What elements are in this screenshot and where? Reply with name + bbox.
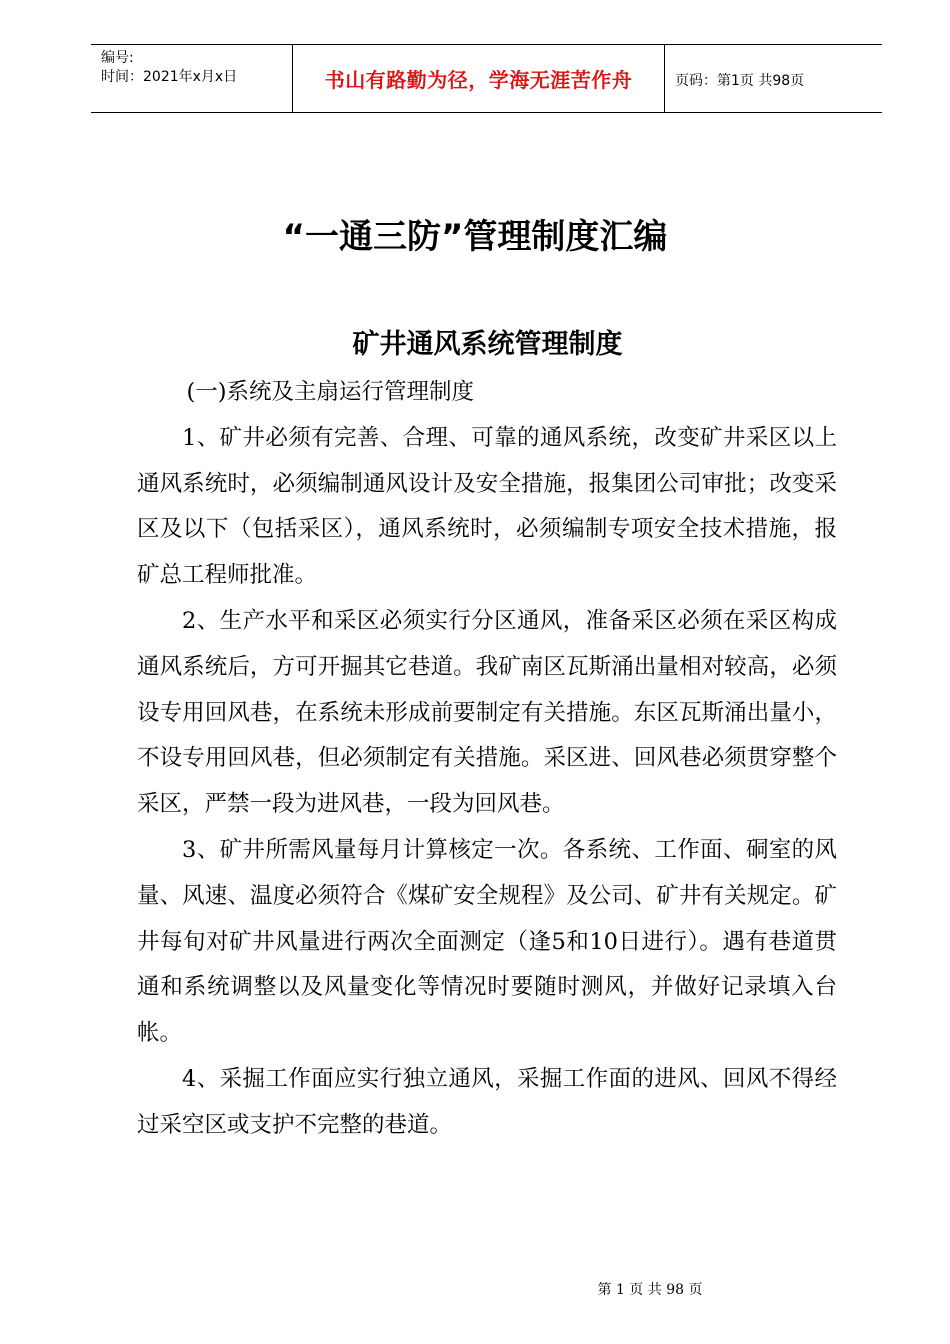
document-subtitle: 矿井通风系统管理制度 (352, 329, 623, 360)
header-motto: 书山有路勤为径，学海无涯苦作舟 (324, 68, 633, 92)
document-time: 时间：2021年x月x日 (101, 69, 238, 85)
paragraph: 1、矿井必须有完善、合理、可靠的通风系统，改变矿井采区以上通风系统时，必须编制通风设计及安全措施，报集团公司审批；改变采区及以下（包括采区），通风系统时，必须编制专项安全技术措施，报矿总工程师批准。 (137, 424, 837, 589)
paragraph: 3、矿井所需风量每月计算核定一次。各系统、工作面、硐室的风量、风速、温度必须符合《煤矿安全规程》及公司、矿井有关规定。矿井每旬对矿井风量进行两次全面测定（逢5和10日进行）。遇有巷道贯通和系统调整以及风量变化等情况时要随时测风，并做好记录填入台帐。 (137, 836, 837, 1047)
page-header (91, 44, 882, 113)
document-title: “一通三防”管理制度汇编 (282, 217, 668, 257)
paragraph: 2、生产水平和采区必须实行分区通风，准备采区必须在采区构成通风系统后，方可开掘其它巷道。我矿南区瓦斯涌出量相对较高，必须设专用回风巷，在系统未形成前要制定有关措施。东区瓦斯涌出量小，不设专用回风巷，但必须制定有关措施。采区进、回风巷必须贯穿整个采区，严禁一段为进风巷，一段为回风巷。 (137, 607, 837, 818)
header-meta (101, 49, 237, 87)
header-divider (664, 45, 665, 112)
header-page-info: 页码：第1页 共98页 (675, 73, 805, 89)
paragraph: 4、采掘工作面应实行独立通风，采掘工作面的进风、回风不得经过采空区或支护不完整的巷道。 (137, 1065, 837, 1138)
section-heading: (一)系统及主扇运行管理制度 (186, 379, 475, 405)
document-body (137, 370, 837, 1149)
page-footer: 第 1 页 共 98 页 (597, 1282, 703, 1298)
document-code-label: 编号: (101, 50, 134, 66)
